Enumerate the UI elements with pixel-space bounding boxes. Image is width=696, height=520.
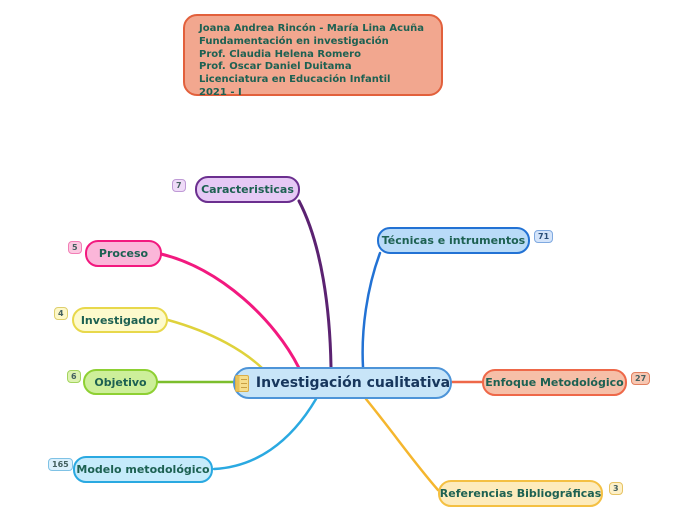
node-referencias-bibliograficas-label: Referencias Bibliográficas: [439, 487, 602, 500]
badge-referencias-count[interactable]: 3: [609, 482, 623, 495]
node-modelo-metodologico-label: Modelo metodológico: [76, 463, 210, 476]
connector-tecnicas: [363, 253, 380, 367]
node-referencias-bibliograficas[interactable]: [438, 480, 603, 507]
badge-investigador-count[interactable]: 4: [54, 307, 68, 320]
badge-objetivo-count[interactable]: 6: [67, 370, 81, 383]
note-line: Prof. Oscar Daniel Duitama: [199, 61, 352, 73]
node-investigador-label: Investigador: [80, 313, 160, 327]
note-line: 2021 - I: [199, 86, 242, 98]
node-objetivo[interactable]: [83, 369, 158, 395]
node-caracteristicas-label: Caracteristicas: [201, 183, 294, 196]
connector-modelo-metodologico: [214, 399, 316, 469]
node-tecnicas-e-intrumentos-label: Técnicas e intrumentos: [381, 234, 526, 247]
node-caracteristicas[interactable]: [195, 176, 300, 203]
connector-investigador: [168, 320, 262, 368]
badge-modelo-metodologico-count[interactable]: 165: [48, 458, 73, 471]
node-proceso-label: Proceso: [98, 247, 149, 260]
note-icon: [235, 375, 249, 392]
note-line: Prof. Claudia Helena Romero: [199, 48, 361, 60]
note-line: Joana Andrea Rincón - María Lina Acuña: [199, 23, 425, 34]
root-node-label: Investigación cualitativa: [255, 375, 451, 391]
node-proceso[interactable]: [85, 240, 162, 267]
badge-caracteristicas-count[interactable]: 7: [172, 179, 186, 192]
node-investigador[interactable]: [72, 307, 168, 333]
badge-proceso-count[interactable]: 5: [68, 241, 82, 254]
note-line: Licenciatura en Educación Infantil: [199, 74, 391, 86]
node-enfoque-metodologico-label: Enfoque Metodológico: [485, 376, 624, 389]
node-modelo-metodologico[interactable]: [73, 456, 213, 483]
connector-caracteristicas: [299, 201, 331, 367]
badge-enfoque-count[interactable]: 27: [631, 372, 650, 385]
connector-referencias: [366, 399, 438, 490]
badge-tecnicas-count[interactable]: 71: [534, 230, 553, 243]
node-enfoque-metodologico[interactable]: [482, 369, 627, 396]
note-line: Fundamentación en investigación: [199, 35, 389, 47]
connector-proceso: [161, 254, 299, 368]
node-objetivo-label: Objetivo: [94, 375, 147, 389]
root-node-investigacion-cualitativa[interactable]: [233, 367, 452, 399]
note-box[interactable]: [183, 14, 443, 96]
node-tecnicas-e-intrumentos[interactable]: [377, 227, 530, 254]
